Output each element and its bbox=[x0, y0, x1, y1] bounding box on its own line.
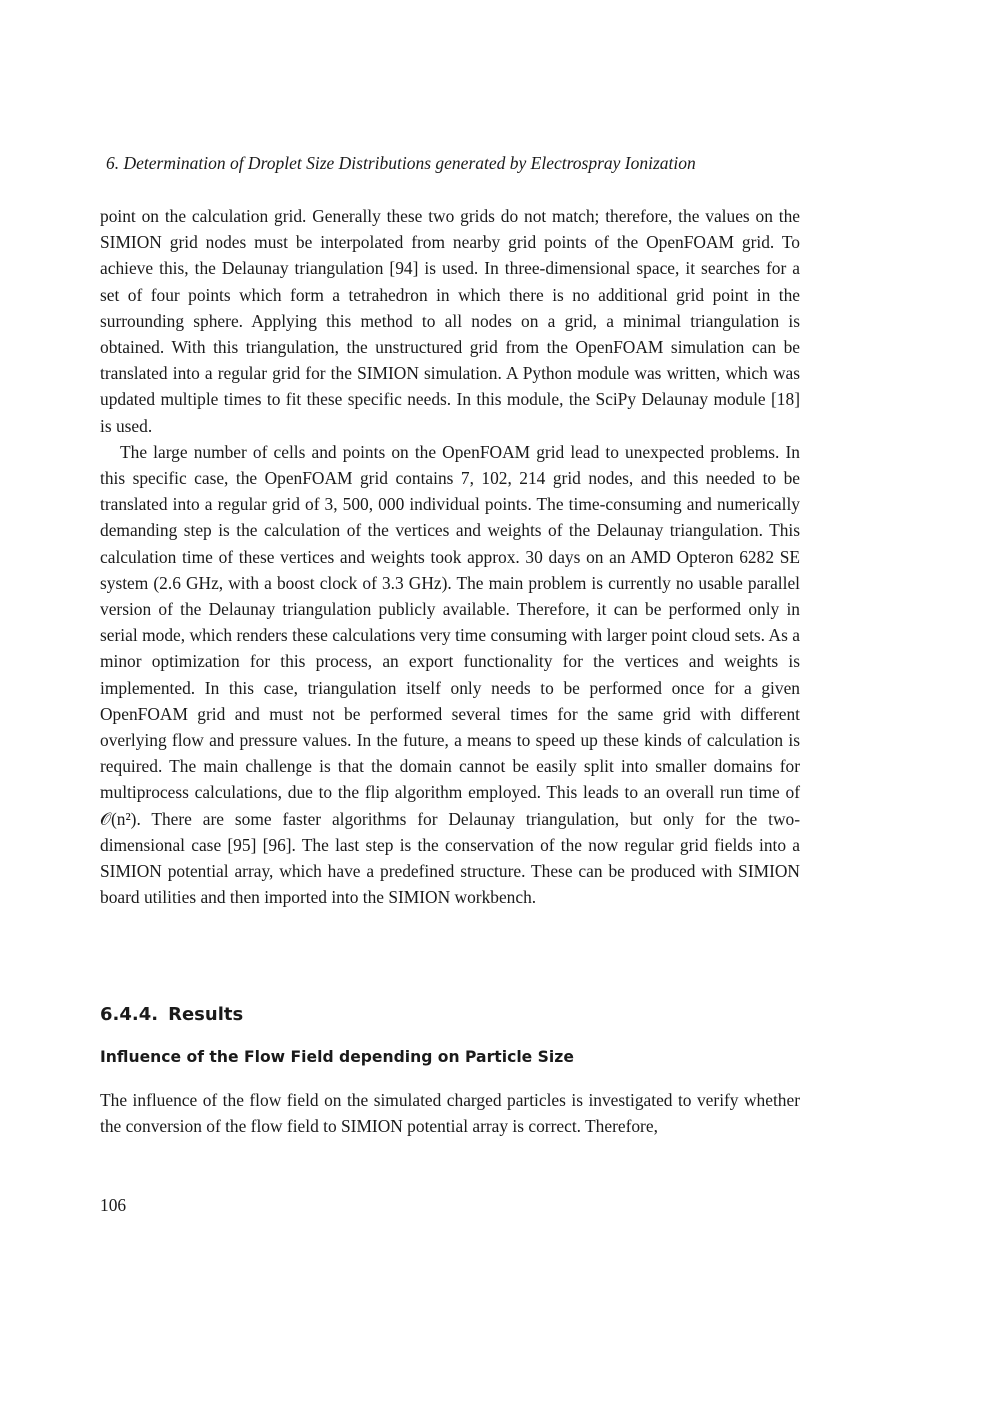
section-number: 6.4.4. bbox=[100, 1004, 159, 1025]
running-header: 6. Determination of Droplet Size Distributions generated by Electrospray Ionization bbox=[106, 153, 696, 173]
results-text bbox=[100, 1087, 800, 1139]
subsection-heading: Influence of the Flow Field depending on Particle Size bbox=[100, 1048, 574, 1066]
section-heading bbox=[100, 1002, 243, 1028]
paragraph: point on the calculation grid. Generally these two grids do not match; therefore, the values on the SIMION grid nodes must be interpolated from nearby grid points of the OpenFOAM grid. To achieve this, the Delaunay triangulation [94] is used. In three-dimensional space, it searches for a set of four points which form a tetrahedron in which there is no additional grid point in the surrounding sphere. Applying this method to all nodes on a grid, a minimal triangulation is obtained. With this triangulation, the unstructured grid from the OpenFOAM simulation can be translated into a regular grid for the SIMION simulation. A Python module was written, which was updated multiple times to fit these specific needs. In this module, the SciPy Delaunay module [18] is used. bbox=[100, 206, 800, 436]
page-number: 106 bbox=[100, 1195, 127, 1215]
body-text bbox=[100, 203, 800, 910]
paragraph: The influence of the flow field on the simulated charged particles is investigated to verify whether the conversion of the flow field to SIMION potential array is correct. Therefore, bbox=[100, 1090, 800, 1137]
section-title: Results bbox=[168, 1004, 244, 1025]
paragraph: The large number of cells and points on the OpenFOAM grid lead to unexpected problems. In this specific case, the OpenFOAM grid contains 7, 102, 214 grid nodes, and this needed to be translated into a regular grid of 3, 500, 000 individual points. The time-consuming and numerically demanding step is the calculation of the vertices and weights of the Delaunay triangulation. This calculation time of these vertices and weights took approx. 30 days on an AMD Opteron 6282 SE system (2.6 GHz, with a boost clock of 3.3 GHz). The main problem is currently no usable parallel version of the Delaunay triangulation publicly available. Therefore, it can be performed only in serial mode, which renders these calculations very time consuming with larger point cloud sets. As a minor optimization for this process, an export functionality for the vertices and weights is implemented. In this case, triangulation itself only needs to be performed once for a given OpenFOAM grid and must not be performed several times for the same grid with different overlying flow and pressure values. In the future, a means to speed up these kinds of calculation is required. The main challenge is that the domain cannot be easily split into smaller domains for multiprocess calculations, due to the flip algorithm employed. This leads to an overall run time of 𝒪(n²). There are some faster algorithms for Delaunay triangulation, but only for the two-dimensional case [95] [96]. The last step is the conservation of the now regular grid fields into a SIMION potential array, which have a predefined structure. These can be produced with SIMION board utilities and then imported into the SIMION workbench. bbox=[100, 441, 800, 908]
